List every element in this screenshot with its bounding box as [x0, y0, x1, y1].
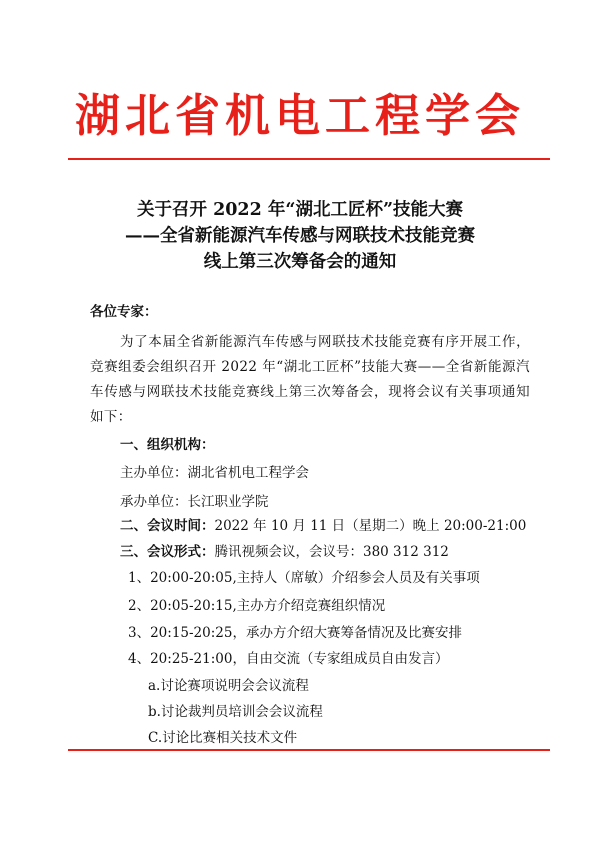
agenda-item: 2、20:05-20:15,主办方介绍竞赛组织情况 — [128, 598, 386, 614]
agenda-item: 1、20:00-20:05,主持人（席敏）介绍参会人员及有关事项 — [128, 570, 480, 586]
organizer-row — [120, 492, 269, 512]
title-line-3: 线上第三次筹备会的通知 — [203, 252, 397, 272]
section-2-heading: 二、会议时间： — [120, 518, 215, 534]
footer-divider — [68, 749, 550, 751]
organizer-label: 承办单位： — [120, 494, 188, 510]
host-value: 湖北省机电工程学会 — [187, 465, 309, 481]
agenda-item: 3、20:15-20:25，承办方介绍大赛筹备情况及比赛安排 — [128, 625, 462, 641]
section-3-heading: 三、会议形式： — [120, 544, 215, 560]
title-line-2: ——全省新能源汽车传感与网联技术技能竞赛 — [125, 226, 475, 246]
agenda-subitem: b.讨论裁判员培训会会议流程 — [148, 704, 323, 720]
title-line-1: 关于召开 2022 年“湖北工匠杯”技能大赛 — [136, 200, 464, 220]
intro-paragraph: 为了本届全省新能源汽车传感与网联技术技能竞赛有序开展工作，竞赛组委会组织召开 2022 年“湖北工匠杯”技能大赛——全省新能源汽车传感与网联技术技能竞赛线上第三次筹备会，现将会议有关事项通知如下： — [90, 334, 530, 425]
agenda-subitem: a.讨论赛项说明会会议流程 — [148, 678, 309, 694]
section-2-row — [120, 516, 526, 536]
meeting-time: 2022 年 10 月 11 日（星期二）晚上 20:00-21:00 — [214, 518, 527, 534]
agenda-item: 4、20:25-21:00，自由交流（专家组成员自由发言） — [128, 651, 449, 667]
section-3-row — [120, 542, 449, 562]
host-row — [120, 463, 309, 483]
salutation: 各位专家： — [90, 304, 158, 320]
section-1-heading: 一、组织机构： — [120, 437, 215, 453]
host-label: 主办单位： — [120, 465, 188, 481]
agenda-subitem: C.讨论比赛相关技术文件 — [148, 730, 298, 746]
header-divider — [68, 158, 550, 160]
organizer-value: 长江职业学院 — [187, 494, 269, 510]
organization-header: 湖北省机电工程学会 — [74, 89, 525, 142]
notice-title — [0, 197, 600, 275]
meeting-format: 腾讯视频会议，会议号：380 312 312 — [214, 544, 449, 560]
